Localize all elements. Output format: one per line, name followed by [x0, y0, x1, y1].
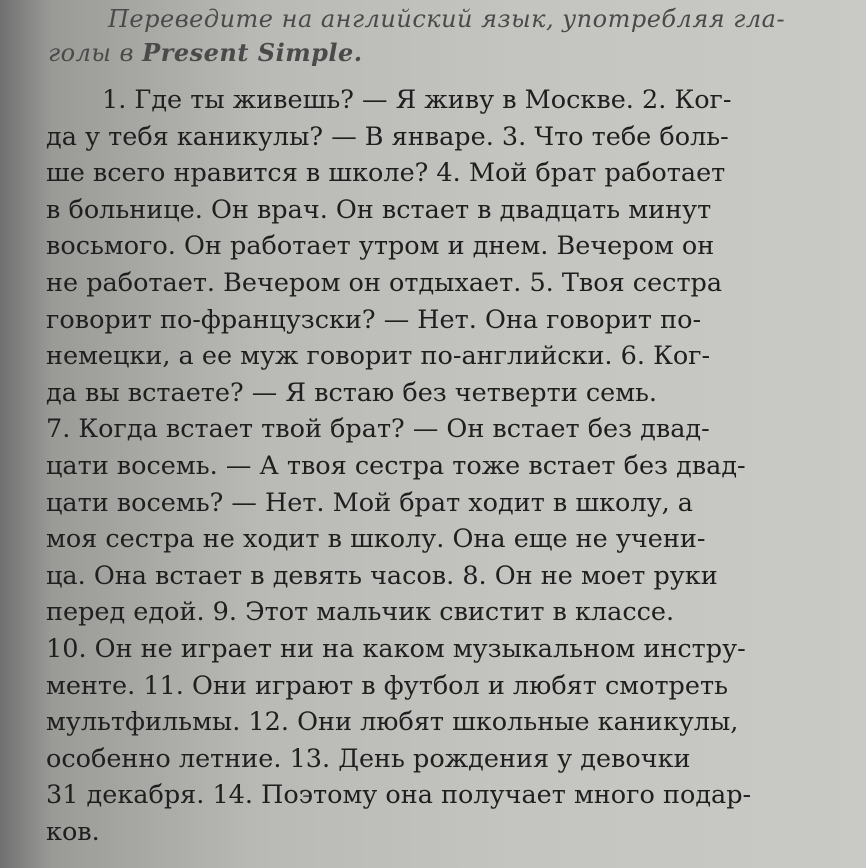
text-line: немецки, а ее муж говорит по-английски. 6. Ког-	[46, 341, 711, 372]
text-line: 31 декабря. 14. Поэтому она получает много подар-	[46, 780, 752, 811]
text-line: ше всего нравится в школе? 4. Мой брат работает	[46, 158, 726, 189]
instruction-line-2	[48, 36, 866, 70]
text-line: ков.	[46, 816, 100, 847]
text-line: цати восемь. — А твоя сестра тоже встает без двад-	[46, 450, 746, 481]
text-line: говорит по-французски? — Нет. Она говорит по-	[46, 304, 702, 335]
text-line: моя сестра не ходит в школу. Она еще не учени-	[46, 524, 706, 555]
text-line: 7. Когда встает твой брат? — Он встает без двад-	[46, 414, 710, 445]
instruction-tense-name: Present Simple.	[142, 38, 363, 67]
text-line: да вы встаете? — Я встаю без четверти семь.	[46, 377, 658, 408]
instruction-line-1: Переведите на английский язык, употребляя гла-	[108, 5, 786, 33]
text-line: цати восемь? — Нет. Мой брат ходит в школу, а	[46, 487, 694, 518]
text-line: мультфильмы. 12. Они любят школьные каникулы,	[46, 707, 739, 738]
text-line: менте. 11. Они играют в футбол и любят смотреть	[46, 670, 728, 701]
text-line: да у тебя каникулы? — В январе. 3. Что тебе боль-	[46, 121, 729, 152]
text-line: восьмого. Он работает утром и днем. Вечером он	[46, 231, 715, 262]
exercise-text	[46, 82, 866, 850]
text-line: ца. Она встает в девять часов. 8. Он не моет руки	[46, 560, 718, 591]
instruction-prefix: голы в	[48, 39, 143, 67]
text-line: в больнице. Он врач. Он встает в двадцать минут	[46, 194, 712, 225]
text-line: 10. Он не играет ни на каком музыкальном инстру-	[46, 633, 746, 664]
text-line: перед едой. 9. Этот мальчик свистит в классе.	[46, 597, 675, 628]
text-line: не работает. Вечером он отдыхает. 5. Твоя сестра	[46, 267, 723, 298]
text-line: особенно летние. 13. День рождения у девочки	[46, 743, 691, 774]
text-line: 1. Где ты живешь? — Я живу в Москве. 2. Ког-	[102, 85, 732, 115]
exercise-instruction	[48, 2, 866, 70]
